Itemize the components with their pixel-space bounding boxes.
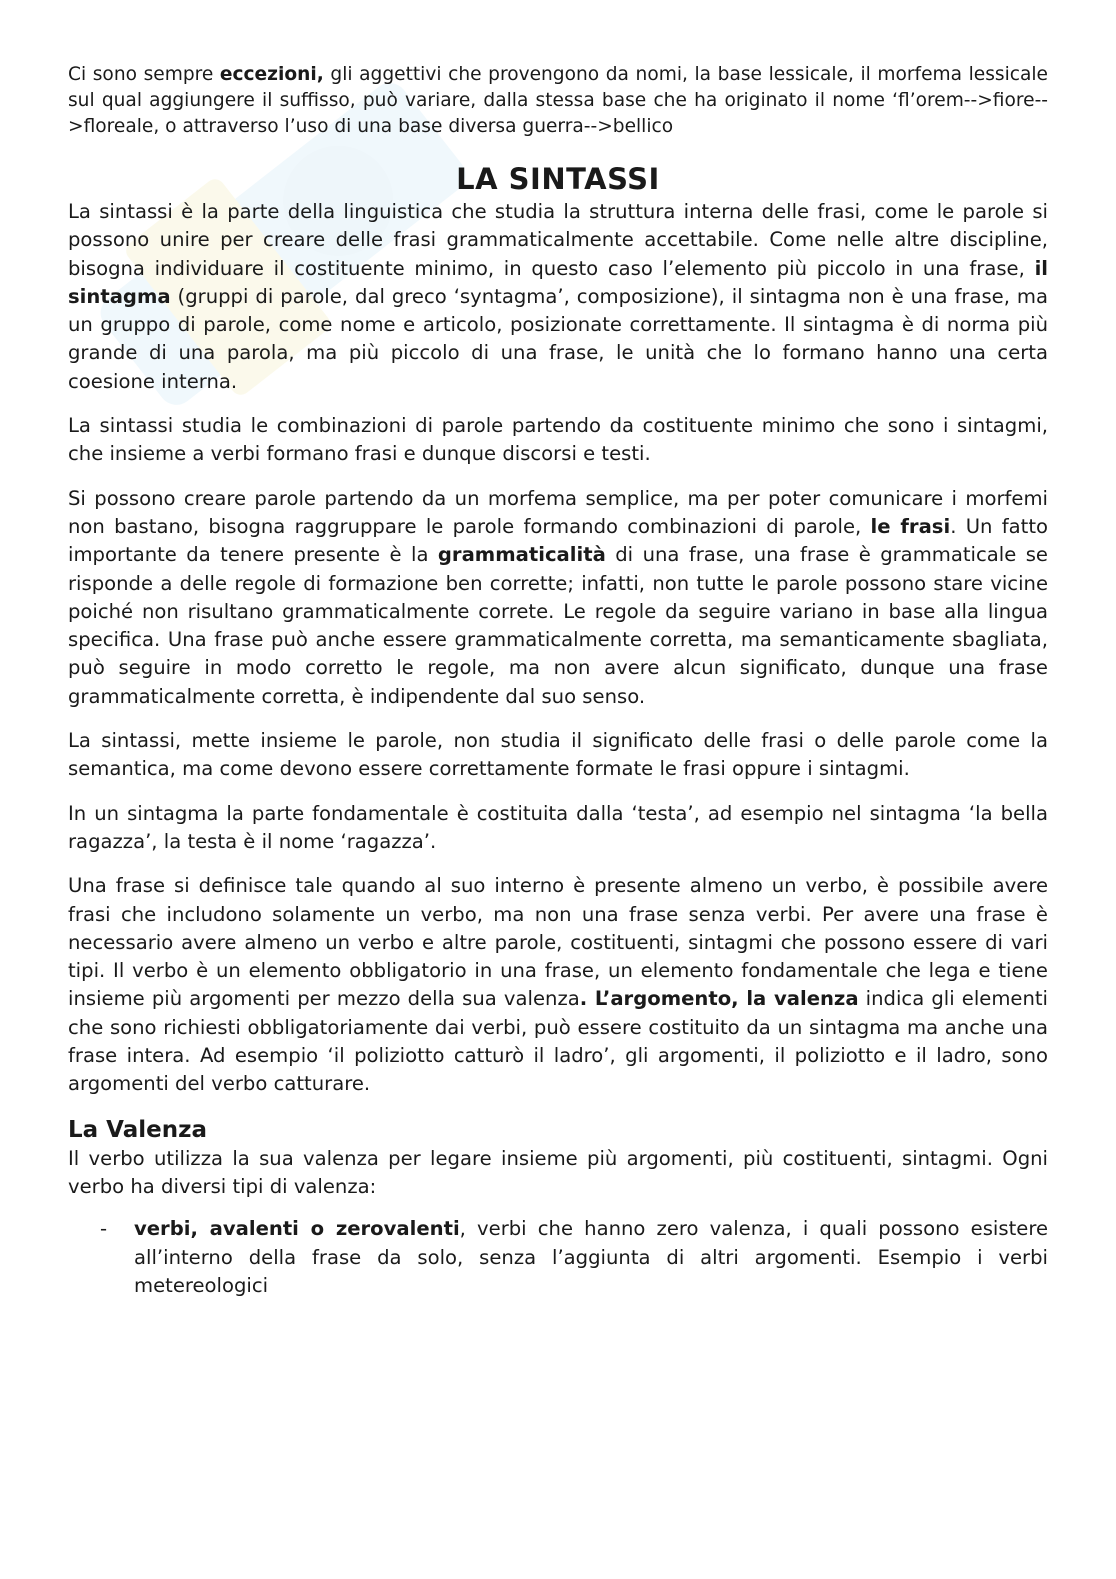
- paragraph-semantica: La sintassi, mette insieme le parole, non studia il significato delle frasi o delle parole come la semantica, ma come devono essere correttamente formate le frasi oppure i sintagmi.: [68, 729, 1048, 781]
- list-bullet: -: [100, 1217, 108, 1241]
- paragraph-sintassi-definition: La sintassi è la parte della linguistica che studia la struttura interna delle frasi, come le parole si possono unire per creare delle frasi grammaticalmente accettabile. Come nelle altre discipline, bisogna individuare il costituente minimo, in questo caso l’elemento più piccolo in una frase, il sintagma (gruppi di parole, dal greco ‘syntagma’, composizione), il sintagma non è una frase, ma un gruppo di parole, come nome e articolo, posizionate correttamente. Il sintagma è di norma più grande di una parola, ma più piccolo di una frase, le unità che lo formano hanno una certa coesione interna.: [68, 200, 1048, 393]
- intro-paragraph: Ci sono sempre eccezioni, gli aggettivi che provengono da nomi, la base lessicale, il morfema lessicale sul qual aggiungere il suffisso, può variare, dalla stessa base che ha originato il nome ‘fl’orem-->fiore-->floreale, o attraverso l’uso di una base diversa guerra-->bellico: [68, 64, 1048, 137]
- paragraph-combinazioni: La sintassi studia le combinazioni di parole partendo da costituente minimo che sono i sintagmi, che insieme a verbi formano frasi e dunque discorsi e testi.: [68, 414, 1048, 466]
- section-title: LA SINTASSI: [456, 162, 660, 196]
- list-item: - verbi, avalenti o zerovalenti, verbi che hanno zero valenza, i quali possono esistere all’interno della frase da solo, senza l’aggiunta di altri argomenti. Esempio i verbi metereologici: [100, 1217, 1048, 1297]
- paragraph-grammaticalita: Si possono creare parole partendo da un morfema semplice, ma per poter comunicare i morfemi non bastano, bisogna raggruppare le parole formando combinazioni di parole, le frasi. Un fatto importante da tenere presente è la grammaticalità di una frase, una frase è grammaticale se risponde a delle regole di formazione ben corrette; infatti, non tutte le parole possono stare vicine poiché non risultano grammaticalmente correte. Le regole da seguire variano in base alla lingua specifica. Una frase può anche essere grammaticalmente corretta, ma semanticamente sbagliata, può seguire in modo corretto le regole, ma non avere alcun significato, dunque una frase grammaticalmente corretta, è indipendente dal suo senso.: [68, 486, 1048, 708]
- paragraph-valenza: Il verbo utilizza la sua valenza per legare insieme più argomenti, più costituenti, sintagmi. Ogni verbo ha diversi tipi di valenza:: [68, 1146, 1048, 1198]
- valenza-list: [68, 1215, 1048, 1300]
- paragraph-frase-verbo: Una frase si definisce tale quando al suo interno è presente almeno un verbo, è possibile avere frasi che includono solamente un verbo, ma non una frase senza verbi. Per avere una frase è necessario avere almeno un verbo e altre parole, costituenti, sintagmi che possono essere di vari tipi. Il verbo è un elemento obbligatorio in una frase, un elemento fondamentale che lega e tiene insieme più argomenti per mezzo della sua valenza. L’argomento, la valenza indica gli elementi che sono richiesti obbligatoriamente dai verbi, può essere costituito da un sintagma ma anche una frase intera. Ad esempio ‘il poliziotto catturò il ladro’, gli argomenti, il poliziotto e il ladro, sono argomenti del verbo catturare.: [68, 874, 1049, 1096]
- subsection-title: La Valenza: [68, 1116, 208, 1143]
- paragraph-testa: In un sintagma la parte fondamentale è costituita dalla ‘testa’, ad esempio nel sintagma ‘la bella ragazza’, la testa è il nome ‘ragazza’.: [68, 801, 1048, 853]
- document-page: [68, 62, 1048, 1300]
